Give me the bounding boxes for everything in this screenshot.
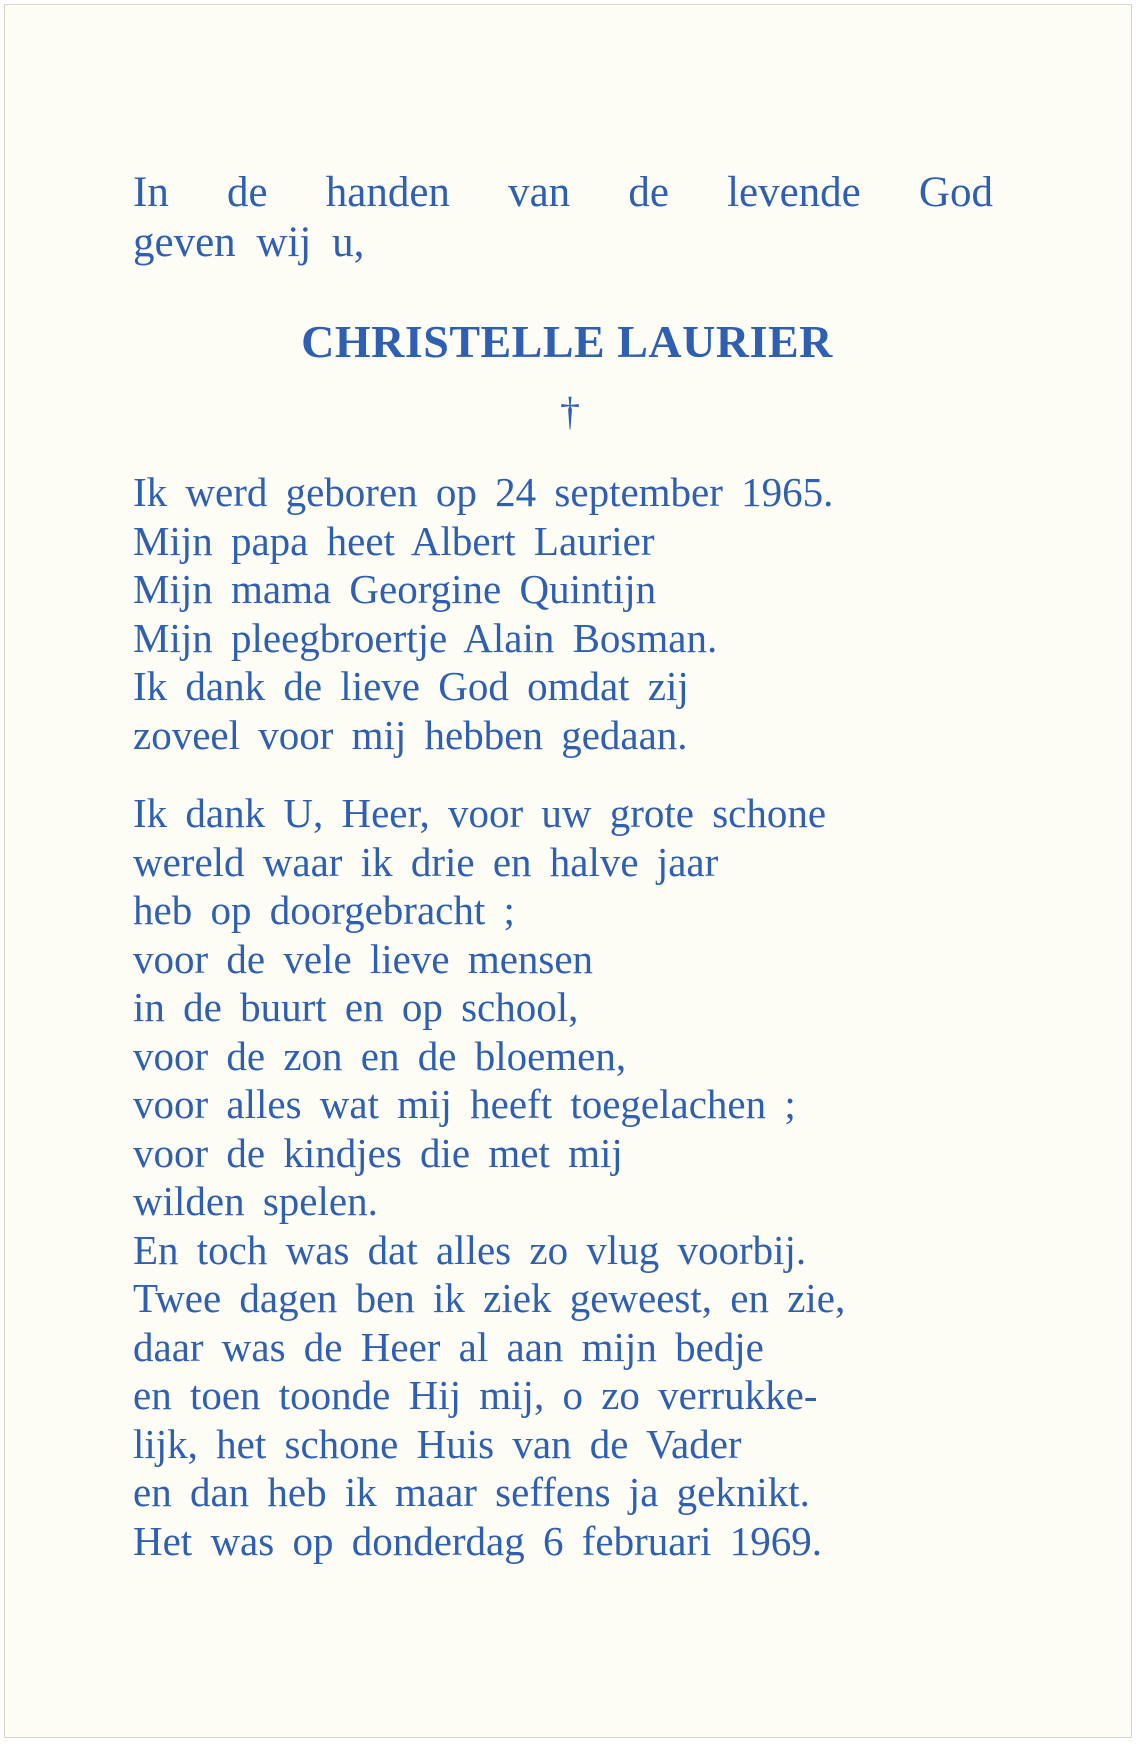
- cross-icon: †: [560, 389, 580, 434]
- text-line: voor alles wat mij heeft toegelachen ;: [133, 1081, 796, 1127]
- text-line: heb op doorgebracht ;: [133, 887, 515, 933]
- text-line: Mijn mama Georgine Quintijn: [133, 566, 657, 612]
- text-line: voor de zon en de bloemen,: [133, 1032, 627, 1079]
- text-line: Ik dank U, Heer, voor uw grote schone: [133, 790, 827, 836]
- card-text: [133, 168, 993, 1565]
- text-line: Het was op donderdag 6 februari 1969.: [133, 1517, 823, 1564]
- text-line: wilden spelen.: [133, 1178, 378, 1224]
- text-line: Ik werd geboren op 24 september 1965.: [133, 469, 834, 515]
- text-line: lijk, het schone Huis van de Vader: [133, 1420, 742, 1467]
- text-line: Mijn pleegbroertje Alain Bosman.: [133, 614, 718, 661]
- text-line: in de buurt en op school,: [133, 984, 579, 1030]
- text-line: En toch was dat alles zo vlug voorbij.: [133, 1226, 807, 1273]
- intro-line: geven wij u,: [133, 219, 365, 266]
- paragraph-birth: [133, 468, 993, 759]
- text-line: en dan heb ik maar seffens ja geknikt.: [133, 1469, 810, 1515]
- paragraph-prayer: [133, 789, 993, 1565]
- text-line: voor de kindjes die met mij: [133, 1129, 623, 1176]
- text-line: zoveel voor mij hebben gedaan.: [133, 711, 688, 758]
- text-line: Ik dank de lieve God omdat zij: [133, 663, 689, 709]
- text-line: Twee dagen ben ik ziek geweest, en zie,: [133, 1275, 846, 1321]
- deceased-name: CHRISTELLE LAURIER: [301, 316, 833, 367]
- text-line: daar was de Heer al aan mijn bedje: [133, 1323, 764, 1370]
- intro-text: [133, 168, 993, 268]
- text-line: voor de vele lieve mensen: [133, 935, 594, 982]
- text-line: Mijn papa heet Albert Laurier: [133, 517, 655, 564]
- intro-line: In de handen van de levende God: [133, 169, 993, 216]
- text-line: wereld waar ik drie en halve jaar: [133, 838, 719, 885]
- text-line: en toen toonde Hij mij, o zo verrukke-: [133, 1372, 818, 1418]
- memorial-card: [4, 4, 1132, 1738]
